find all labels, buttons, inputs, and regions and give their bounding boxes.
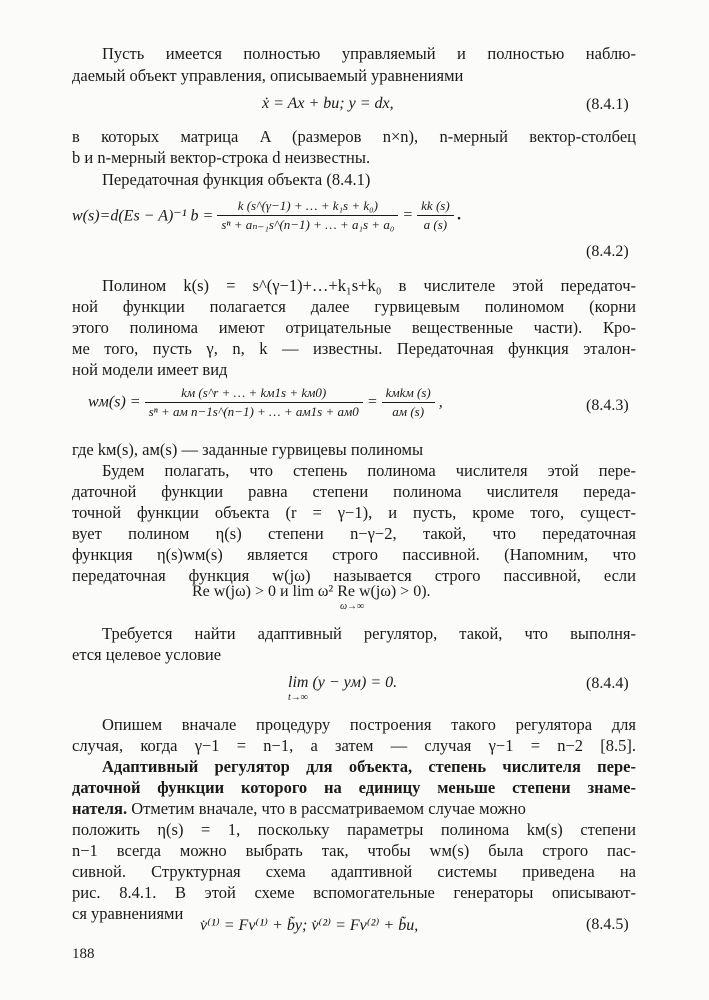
- text-line: ной функции полагается далее гурвицевым полиномом (корни: [72, 297, 636, 316]
- text-line: Полином k(s) = s^(γ−1)+…+k₁s+k₀ в числителе этой передаточ-: [102, 276, 636, 295]
- fraction: [382, 385, 435, 420]
- text-line: [72, 799, 636, 819]
- text-line: вует полином η(s) степени n−γ−2, такой, что передаточная: [72, 524, 636, 543]
- text-line: ме того, пусть γ, n, k — известны. Передаточная функция эталон-: [72, 339, 636, 358]
- equation-lhs: w(s)=d(Es − A)⁻¹ b =: [72, 207, 214, 225]
- equals-sign: =: [402, 206, 414, 224]
- passivity-condition: Re w(jω) > 0 и lim ω² Re w(jω) > 0).: [192, 583, 431, 600]
- equation-number: (8.4.1): [586, 96, 629, 113]
- text-line: в которых матрица A (размеров n×n), n-мерный вектор-столбец: [72, 127, 636, 146]
- text-line: Будем полагать, что степень полинома числителя этой пере-: [102, 461, 636, 480]
- text-line: Требуется найти адаптивный регулятор, такой, что выполня-: [102, 624, 636, 643]
- punctuation: ,: [438, 393, 443, 411]
- fraction-denominator: sⁿ + aм n−1s^(n−1) + … + aм1s + aм0: [145, 402, 363, 420]
- text-line: Опишем вначале процедуру построения такого регулятора для: [102, 715, 636, 734]
- text-line-bold: Адаптивный регулятор для объекта, степень числителя пере-: [102, 757, 636, 776]
- fraction-numerator: kм (s^r + … + kм1s + kм0): [181, 385, 327, 400]
- equation-number: (8.4.3): [586, 397, 629, 414]
- equation-lhs: wм(s) =: [88, 393, 141, 411]
- text-line: n−1 всегда можно выбрать так, чтобы wм(s) была строго пас-: [72, 841, 636, 860]
- equation-8-4-1: ẋ = Ax + bu; y = dx,: [262, 95, 394, 112]
- fraction: [217, 198, 398, 233]
- text-line: Передаточная функция объекта (8.4.1): [102, 170, 371, 189]
- text-line: даточной функции равна степени полинома числителя переда-: [72, 482, 636, 501]
- fraction: [417, 198, 454, 233]
- text-line: ся уравнениями: [72, 904, 184, 923]
- equation-number: (8.4.2): [586, 243, 629, 260]
- equation-number: (8.4.4): [586, 675, 629, 692]
- page-number: 188: [72, 946, 95, 962]
- fraction-denominator: sⁿ + aₙ₋₁s^(n−1) + … + a₁s + a₀: [217, 215, 398, 233]
- text-line: точной функции объекта (r = γ−1), и пусть, кроме того, сущест-: [72, 503, 636, 522]
- fraction-denominator: aм (s): [382, 402, 435, 420]
- text-line: этого полинома имеют отрицательные вещественные части). Кро-: [72, 318, 636, 337]
- text-line: передаточная функция w(jω) называется строго пассивной, если: [72, 566, 636, 585]
- equation-number: (8.4.5): [586, 916, 629, 933]
- text-line: случая, когда γ−1 = n−1, а затем — случая γ−1 = n−2 [8.5].: [72, 736, 636, 755]
- limit-subscript: t→∞: [288, 692, 308, 703]
- fraction-numerator: kмkм (s): [385, 385, 431, 400]
- text-line: функция η(s)wм(s) является строго пассивной. (Напомним, что: [72, 545, 636, 564]
- text-line: b и n-мерный вектор-строка d неизвестны.: [72, 148, 371, 167]
- punctuation: .: [457, 206, 462, 224]
- text-line-bold: даточной функции которого на единицу меньше степени знаме-: [72, 778, 636, 797]
- text-line: Пусть имеется полностью управляемый и полностью наблю-: [102, 44, 636, 63]
- text-line: где kм(s), aм(s) — заданные гурвицевы полиномы: [72, 440, 424, 459]
- bold-fragment: нателя.: [72, 799, 128, 818]
- text-line: ется целевое условие: [72, 645, 222, 664]
- fraction-numerator: kk (s): [421, 198, 450, 213]
- fraction: [145, 385, 363, 420]
- text-line: даемый объект управления, описываемый уравнениями: [72, 66, 464, 85]
- fraction-numerator: k (s^(γ−1) + … + k₁s + k₀): [237, 198, 378, 213]
- fraction-denominator: a (s): [417, 215, 454, 233]
- text-line: рис. 8.4.1. В этой схеме вспомогательные генераторы описывают-: [72, 883, 636, 902]
- equation-8-4-5: v̇⁽¹⁾ = Fv⁽¹⁾ + b̃y; v̇⁽²⁾ = Fv⁽²⁾ + b̃u,: [200, 917, 419, 934]
- equals-sign: =: [366, 393, 378, 411]
- text-fragment: Отметим вначале, что в рассматриваемом случае можно: [131, 799, 526, 818]
- text-line: положить η(s) = 1, поскольку параметры полинома kм(s) степени: [72, 820, 636, 839]
- equation-8-4-2: [72, 198, 462, 233]
- limit-subscript: ω→∞: [340, 601, 365, 612]
- text-line: ной модели имеет вид: [72, 360, 228, 379]
- equation-8-4-3: [88, 385, 443, 420]
- text-line: сивной. Структурная схема адаптивной системы приведена на: [72, 862, 636, 881]
- equation-8-4-4: lim (y − yм) = 0.: [288, 674, 398, 691]
